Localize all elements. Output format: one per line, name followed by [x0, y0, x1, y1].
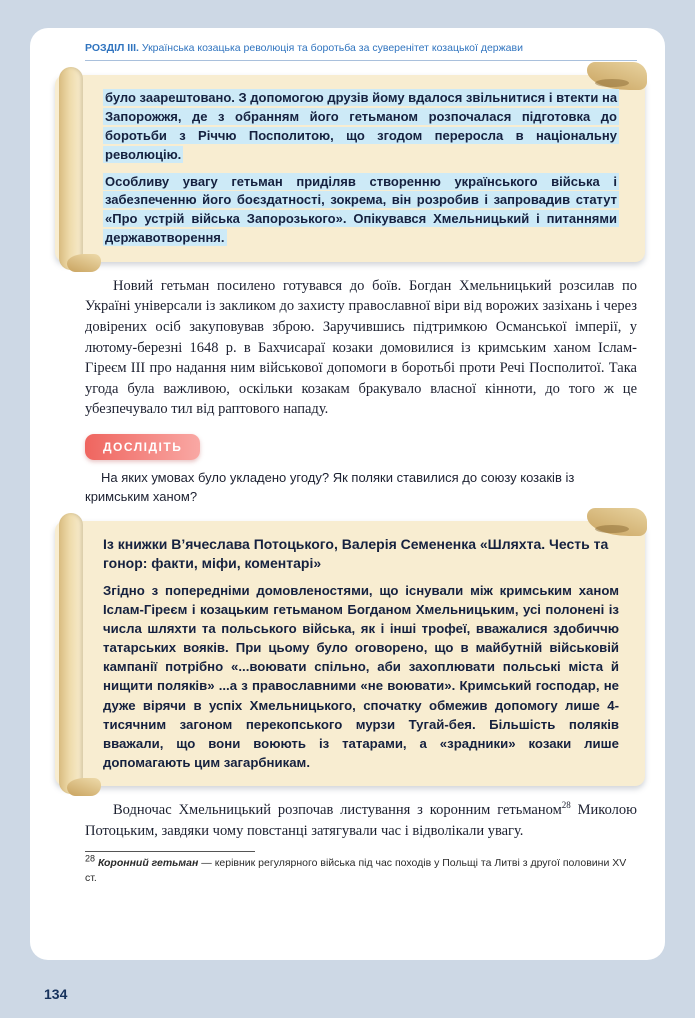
footnote-term: Коронний гетьман: [97, 857, 199, 870]
research-section: [30, 420, 665, 507]
footnote: [85, 851, 637, 885]
quote-source-title: Із книжки В’ячеслава Потоцького, Валерія Семененка «Шляхта. Честь та гонор: факти, міфи, коментарі»: [103, 535, 609, 571]
parchment-paragraph: [103, 89, 619, 164]
footnote-divider: [85, 851, 255, 852]
page-number: 134: [44, 986, 68, 1002]
scroll-curl-top-right-icon: [587, 508, 647, 536]
highlighted-text: було заарештовано. З допомогою друзів йому вдалося звільнитися і втекти на Запорожжя, де з обранням його гетьманом розпочалася підготовка до боротьби з Річчю Посполитою, що згодом переросла в національну революцію.: [105, 90, 618, 162]
highlighted-text: Особливу увагу гетьман приділяв створенню українського війська і забезпеченню його боєздатності, зокрема, він розробив і запровадив статут «Про устрій війська Запорозького». Опікувався Хмельницький і питаннями державотворення.: [105, 173, 617, 246]
closing-text: Водночас Хмельницький розпочав листування з коронним гетьманом: [113, 802, 562, 819]
footnote-reference: 28: [561, 800, 571, 811]
page-content: [30, 28, 665, 960]
closing-text: Миколою Потоцьким, завдяки чому повстанці затягували час і відволікали увагу.: [85, 802, 637, 839]
header-divider: [85, 60, 637, 61]
parchment-paragraph: [103, 173, 619, 248]
parchment-box-continuation: [55, 75, 645, 262]
chapter-header: [85, 42, 637, 55]
body-paragraph: [85, 800, 637, 841]
chapter-number: РОЗДІЛ III.: [85, 42, 139, 54]
quote-body: Згідно з попередніми домовленостями, що існували між кримським ханом Іслам-Гіреєм і козацьким гетьманом Богданом Хмельницьким, усі полонені із числа шляхти та польського війська, як і інші трофеї, вважалися здобиччю татарських вояків. При цьому було оговорено, що в майбутній військовій кампанії потрібно «...воювати спільно, аби захоплювати польські міста й нищити поляків» ...а з православними «не воювати». Кримський господар, не дуже вірячи в успіх Хмельницького, спочатку обмежив допомогу лише 4-тисячним загоном перекопського мурзи Тугай-бея. Більшість поляків вважали, що вони воюють із татарами, а «зрадники» козаки лише допомагають цим загарбникам.: [103, 582, 619, 770]
scroll-curl-bottom-left-icon: [67, 254, 101, 272]
footnote-text: [85, 853, 637, 885]
scroll-curl-top-right-icon: [587, 62, 647, 90]
research-question: На яких умовах було укладено угоду? Як поляки ставилися до союзу козаків із кримським ханом?: [85, 469, 575, 505]
scroll-roll-left: [59, 67, 83, 270]
body-paragraph: Новий гетьман посилено готувався до боїв. Богдан Хмельницький розсилав по Україні універсали із закликом до захисту православної віри від ворожих зазіхань і через довірених осіб закуповував зброю. Заручившись підтримкою Османської імперії, у лютому-березні 1648 р. в Бахчисараї козаки домовилися із кримським ханом Іслам-Гіреєм III про надання ним військової допомоги в боротьбі проти Речі Посполитої. Така угода була важливою, оскільки козакам бракувало власної кінноти, до того ж це убезпечувало тил від раптового нападу.: [85, 277, 637, 418]
parchment-box-quote: [55, 521, 645, 786]
scroll-curl-bottom-left-icon: [67, 778, 101, 796]
scroll-roll-left: [59, 513, 83, 794]
footnote-definition: — керівник регулярного війська під час походів у Польщі та Литві з другої половини XV ст.: [85, 857, 627, 884]
footnote-marker: 28: [85, 853, 96, 864]
parchment-text: [103, 89, 619, 248]
chapter-title: Українська козацька революція та боротьба за суверенітет козацької держави: [138, 42, 523, 54]
research-badge: ДОСЛІДІТЬ: [85, 434, 200, 460]
